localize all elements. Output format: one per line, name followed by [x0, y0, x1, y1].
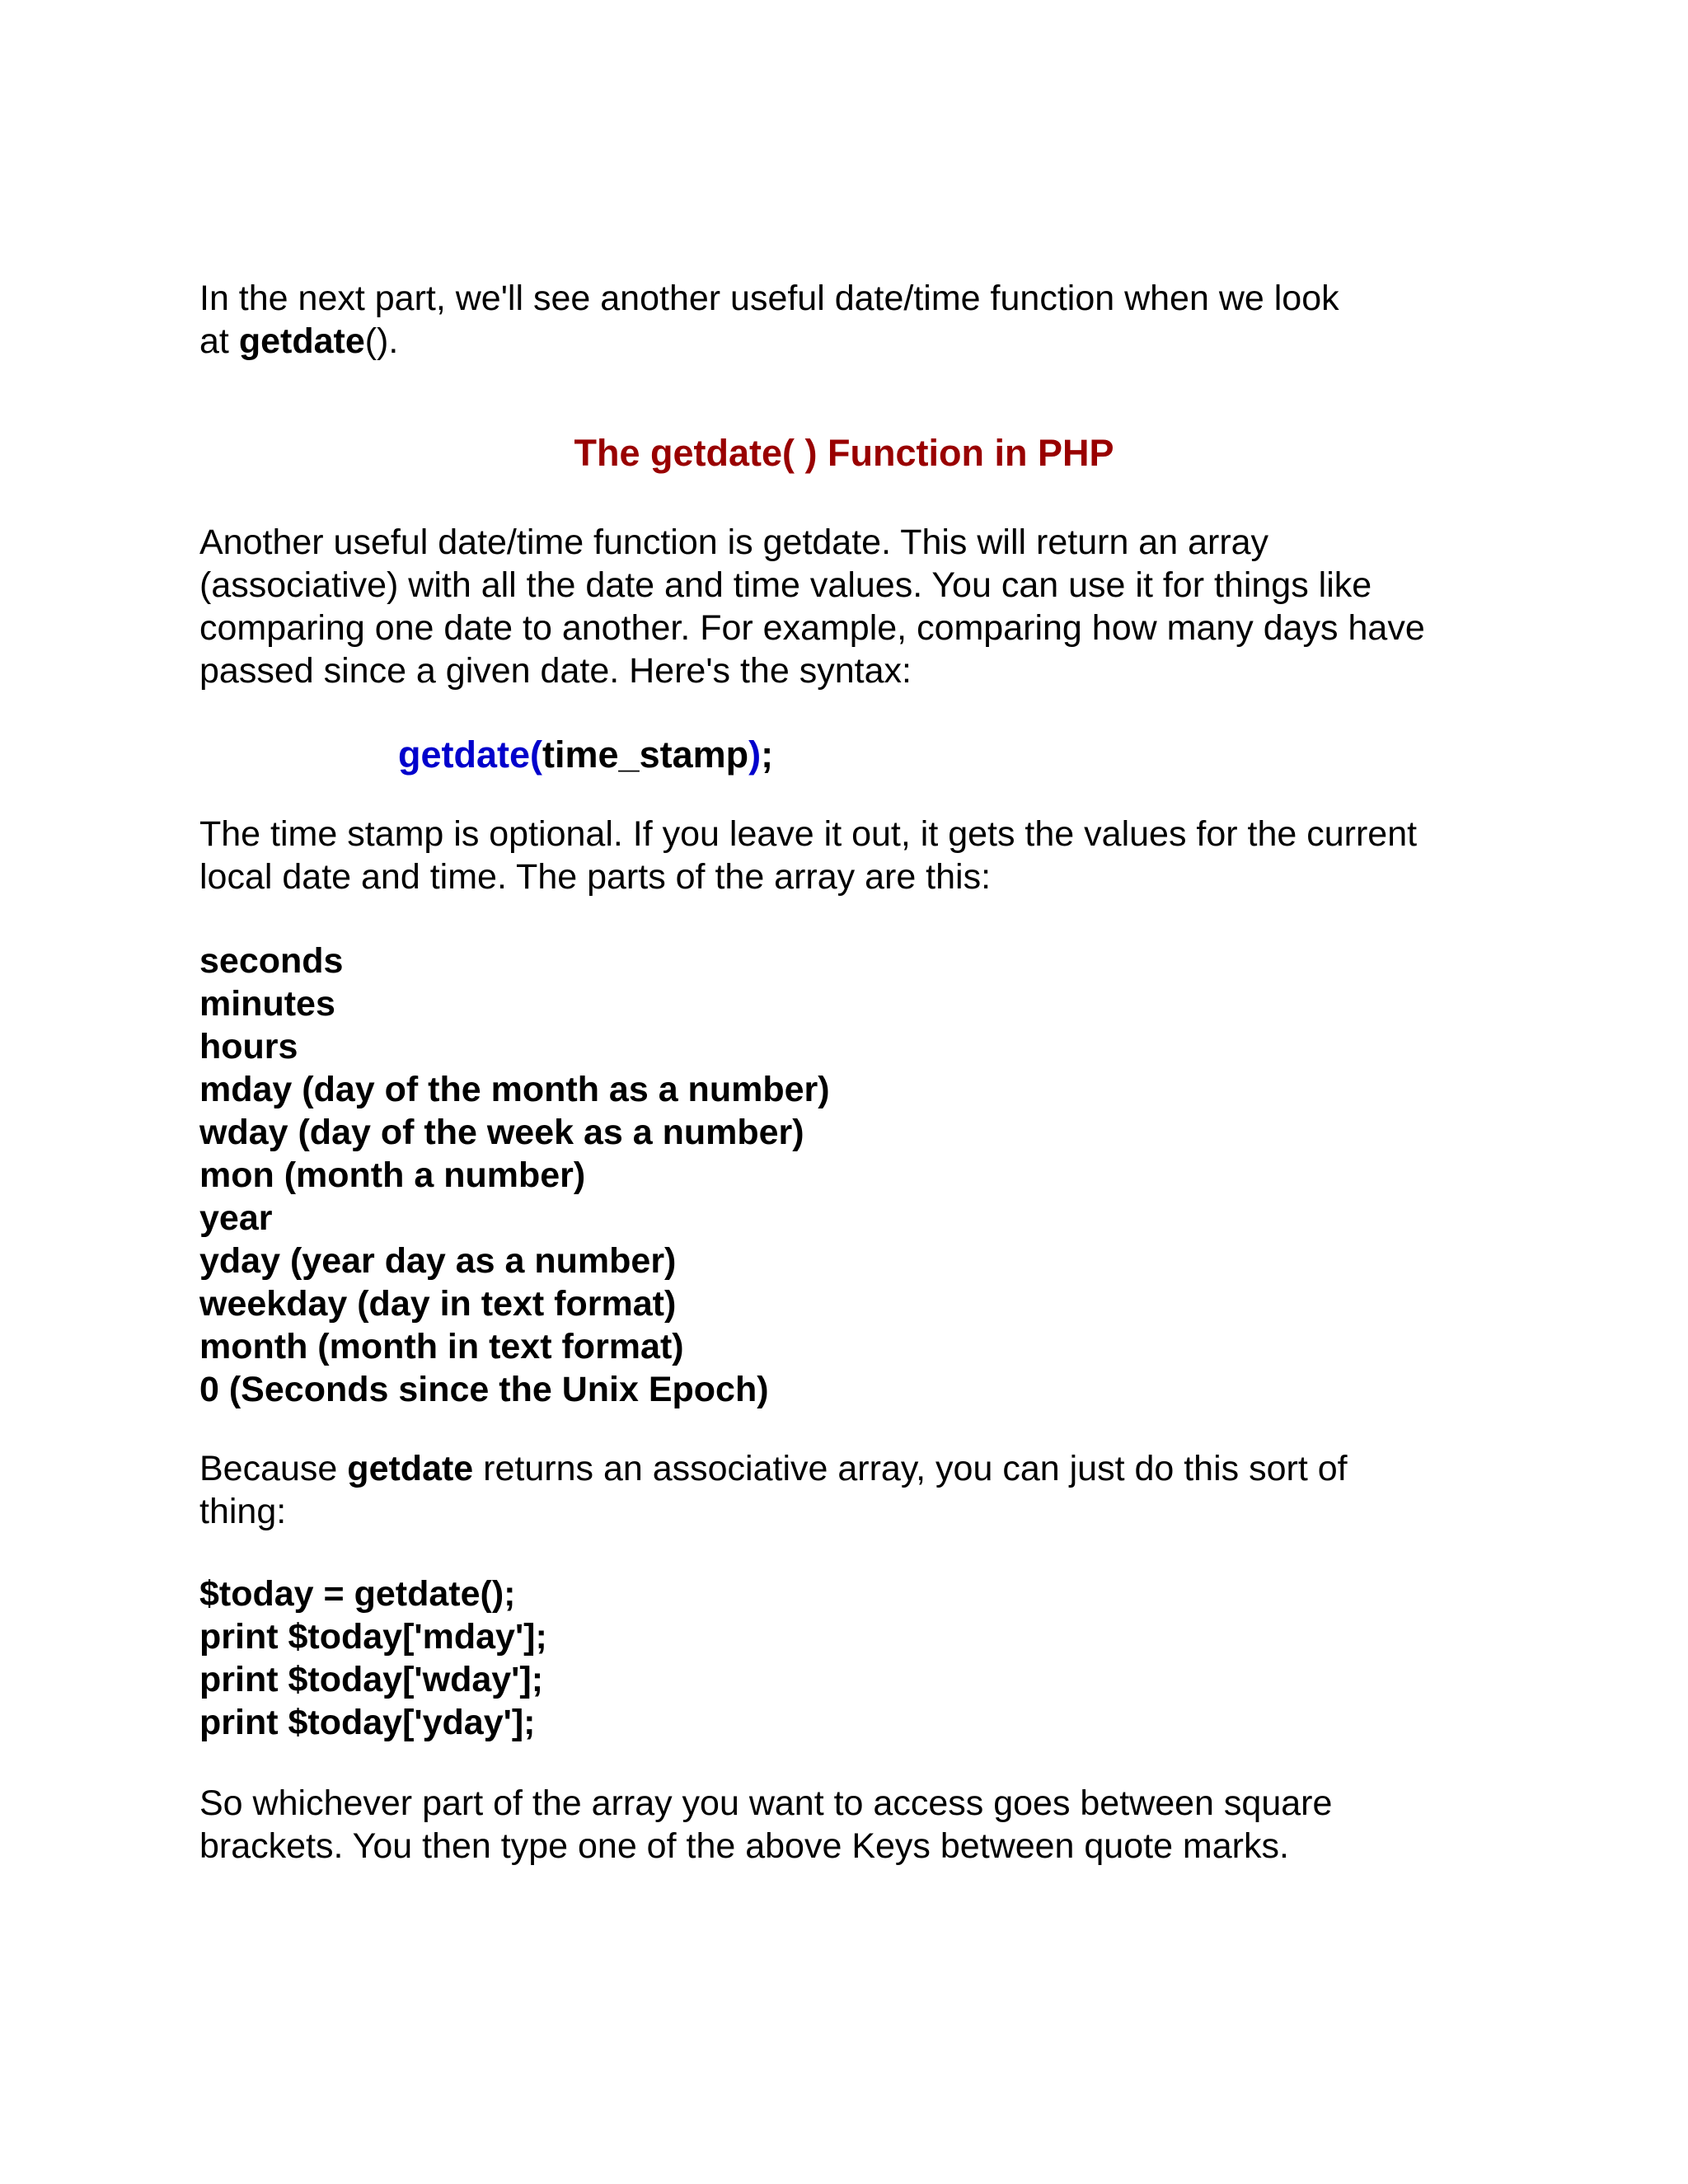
list-item: hours — [199, 1027, 298, 1066]
syntax-argument: time_stamp — [542, 733, 749, 776]
list-item: yday (year day as a number) — [199, 1241, 677, 1281]
list-item: mday (day of the month as a number) — [199, 1070, 830, 1109]
optional-note-paragraph — [199, 813, 1417, 898]
code-line: $today = getdate(); — [199, 1574, 516, 1614]
description-line-3: comparing one date to another. For example, comparing how many days have — [199, 608, 1425, 648]
closing-line-1: So whichever part of the array you want to access goes between square — [199, 1783, 1333, 1823]
section-heading: The getdate( ) Function in PHP — [574, 432, 1114, 474]
optional-note-line-2: local date and time. The parts of the array are this: — [199, 857, 992, 897]
syntax-close-paren: ) — [748, 733, 762, 776]
list-item: mon (month a number) — [199, 1155, 586, 1195]
list-item: 0 (Seconds since the Unix Epoch) — [199, 1370, 769, 1409]
intro-getdate-keyword: getdate — [238, 321, 365, 361]
description-line-1: Another useful date/time function is getdate. This will return an array — [199, 523, 1269, 562]
list-item: wday (day of the week as a number) — [199, 1113, 804, 1152]
syntax-semicolon: ; — [761, 733, 774, 776]
list-item: weekday (day in text format) — [199, 1284, 677, 1324]
because-line-2: thing: — [199, 1492, 287, 1531]
intro-line-1: In the next part, we'll see another useful date/time function when we look — [199, 279, 1339, 318]
syntax-line — [398, 733, 773, 776]
code-line: print $today['wday']; — [199, 1660, 544, 1699]
because-getdate-keyword: getdate — [347, 1449, 474, 1488]
syntax-function-open: getdate( — [398, 733, 543, 776]
intro-paragraph — [199, 277, 1339, 363]
because-prefix: Because — [199, 1449, 348, 1488]
description-line-2: (associative) with all the date and time values. You can use it for things like — [199, 565, 1372, 605]
intro-line-2-prefix: at — [199, 321, 239, 361]
description-paragraph — [199, 521, 1425, 692]
list-item: year — [199, 1198, 273, 1238]
because-paragraph — [199, 1447, 1348, 1533]
list-item: minutes — [199, 984, 335, 1024]
code-line: print $today['mday']; — [199, 1617, 547, 1657]
closing-paragraph — [199, 1782, 1332, 1868]
code-line: print $today['yday']; — [199, 1703, 536, 1742]
intro-line-2-suffix: (). — [364, 321, 399, 361]
because-suffix: returns an associative array, you can just do this sort of — [473, 1449, 1348, 1488]
list-item: seconds — [199, 941, 344, 981]
list-item: month (month in text format) — [199, 1327, 684, 1366]
code-example — [199, 1572, 547, 1744]
description-line-4: passed since a given date. Here's the syntax: — [199, 651, 912, 691]
closing-line-2: brackets. You then type one of the above Keys between quote marks. — [199, 1826, 1289, 1866]
array-parts-list — [199, 940, 830, 1411]
optional-note-line-1: The time stamp is optional. If you leave it out, it gets the values for the current — [199, 814, 1418, 854]
